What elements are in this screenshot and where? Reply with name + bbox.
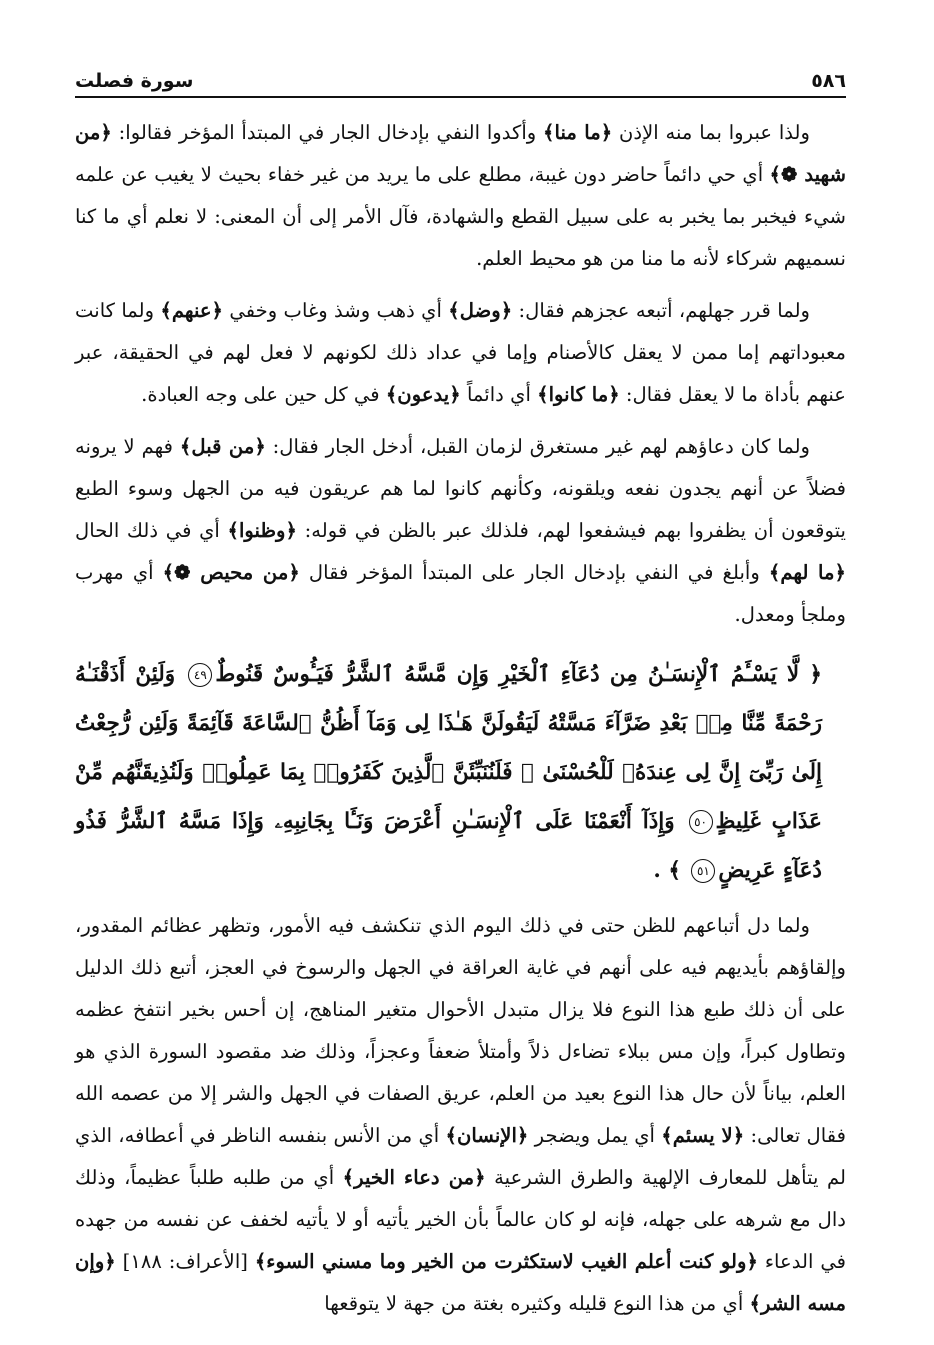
- page-number: ٥٨٦: [811, 70, 846, 92]
- text-run: ولما كانت معبوداتهم إما ممن لا يعقل كالأصنام وإما في عداد ذلك لكونهم لا فعل لهم في الحقيقة، عبر عنهم بأداة ما لا يعقل فقال:: [75, 299, 846, 406]
- quran-quote: ﴿من محيص ❁﴾: [162, 561, 300, 584]
- quran-quote: ﴿الإنسان﴾: [445, 1124, 529, 1147]
- text-run: وأكدوا النفي بإدخال الجار في المبتدأ المؤخر فقالوا:: [111, 121, 544, 144]
- text-run: [الأعراف: ١٨٨]: [115, 1250, 255, 1273]
- quran-quote: ﴿عنهم﴾: [160, 299, 224, 322]
- page-header: [75, 62, 846, 98]
- text-run: أي في ذلك الحال: [75, 519, 228, 542]
- open-bracket: ﴿: [809, 662, 822, 687]
- text-run: وأبلغ في النفي بإدخال الجار على المبتدأ المؤخر فقال: [299, 561, 769, 584]
- text-run: فهم لا يرونه فضلاً عن أنهم يجدون نفعه ويلقونه، وكأنهم كانوا لما هم عريقون فيه من الجهل وسوء الطبع يتوقعون أن يظفروا بهم فيشفعوا لهم، فلذلك عبر بالظن في قوله:: [75, 435, 846, 542]
- text-run: أي من هذا النوع قليله وكثيره بغتة من جهة لا يتوقعها: [324, 1292, 750, 1315]
- quran-quote: ﴿من قبل﴾: [179, 435, 266, 458]
- verse-49: لَّا يَسْـَٔمُ ٱلْإِنسَـٰنُ مِن دُعَآءِ ٱلْخَيْرِ وَإِن مَّسَّهُ ٱلشَّرُّ فَيَـُٔوسٌ قَنُوطٌ: [215, 662, 800, 687]
- paragraph-gap: [75, 280, 846, 290]
- ayah-number-marker: ٥١: [691, 859, 715, 883]
- text-run: أي يمل ويضجر: [528, 1124, 662, 1147]
- quran-quote: ﴿من دعاء الخير﴾: [342, 1166, 486, 1189]
- text-run: في كل حين على وجه العبادة.: [141, 383, 386, 406]
- quran-quote: ﴿وإن مسه الشر﴾: [75, 1250, 846, 1315]
- text-run: ولما قرر جهلهم، أتبعه عجزهم فقال:: [512, 299, 810, 322]
- book-page: [75, 62, 846, 1332]
- ayah-number-marker: ٤٩: [188, 663, 212, 687]
- paragraph-1: [75, 112, 846, 280]
- quran-verses-block: [75, 650, 846, 895]
- verse-50: وَلَئِنْ أَذَقْنَـٰهُ رَحْمَةً مِّنَّا مِنۢ بَعْدِ ضَرَّآءَ مَسَّتْهُ لَيَقُولَنَّ هَـٰذَا لِى وَمَآ أَظُنُّ ٱلسَّاعَةَ قَآئِمَةً وَلَئِن رُّجِعْتُ إِلَىٰ رَبِّىٓ إِنَّ لِى عِندَهُۥ لَلْحُسْنَىٰ ۚ فَلَنُنَبِّئَنَّ ٱلَّذِينَ كَفَرُوا۟ بِمَا عَمِلُوا۟ وَلَنُذِيقَنَّهُم مِّنْ عَذَابٍ غَلِيظٍ: [75, 662, 822, 834]
- text-run: ولما دل أتباعهم للظن حتى في ذلك اليوم الذي تنكشف فيه الأمور، وتظهر عظائم المقدور، وإلقاؤهم بأيديهم فيه على أنهم في غاية العراقة في الجهل والرسوخ في العجز، أتبع ذلك الدليل على أن ذلك طبع هذا النوع فلا يزال متبدل الأحوال متغير المناهج، إن أحس بخير انتفخ عظمه وتطاول كبراً، وإن مس ببلاء تضاءل ذلاً وأمتلأ ضعفاً وعجزاً، وذلك ضد مقصود السورة الذي هو العلم، بياناً لأن حال هذا النوع بعيد من العلم، عريق الصفات في الجهل والشر إلا من عصمه الله فقال تعالى:: [75, 914, 847, 1147]
- paragraph-4: [75, 905, 846, 1325]
- paragraph-3: [75, 426, 846, 636]
- text-run: أي حي دائماً حاضر دون غيبة، مطلع على ما يريد من غير خفاء بحيث لا يغيب عن علمه شيء فيخبر بما يخبر به على سبيل القطع والشهادة، فآل الأمر إلى أن المعنى: لا نعلم أي ما كنا نسميهم شركاء لأنه ما منا من هو محيط العلم.: [75, 163, 846, 270]
- quran-quote: ﴿وظنوا﴾: [227, 519, 297, 542]
- quran-quote: ﴿من شهيد ❁﴾: [75, 121, 846, 186]
- quran-quote: ﴿ولو كنت أعلم الغيب لاستكثرت من الخير وما مسني السوء﴾: [254, 1250, 758, 1273]
- page-content: [75, 112, 846, 1325]
- text-run: أي من طلبه طلباً عظيماً، وذلك دال مع شرهه على جهله، فإنه لو كان عالماً بأن الخير يأتيه أو لا يأتيه لخفف عن نفسه من جهده في الدعاء: [75, 1166, 847, 1273]
- text-run: ولذا عبروا بما منه الإذن: [612, 121, 810, 144]
- surah-title: سورة فصلت: [75, 70, 194, 92]
- text-run: أي من الأنس بنفسه الناظر في أعطافه، الذي لم يتأهل للمعارف الإلهية والطرق الشرعية: [75, 1124, 846, 1189]
- close-bracket: ﴾ .: [653, 858, 681, 883]
- ayah-number-marker: ٥٠: [689, 810, 713, 834]
- quran-quote: ﴿يدعون﴾: [385, 383, 461, 406]
- paragraph-2: [75, 290, 846, 416]
- quran-quote: ﴿ما كانوا﴾: [537, 383, 620, 406]
- quran-quote: ﴿ما منا﴾: [543, 121, 613, 144]
- quran-quote: ﴿لا يسئم﴾: [661, 1124, 745, 1147]
- quran-quote: ﴿وضل﴾: [448, 299, 513, 322]
- text-run: أي دائماً: [460, 383, 538, 406]
- text-run: ولما كان دعاؤهم لهم غير مستغرق لزمان القبل، أدخل الجار فقال:: [265, 435, 811, 458]
- text-run: أي مهرب وملجأ ومعدل.: [75, 561, 846, 626]
- verse-51: وَإِذَآ أَنْعَمْنَا عَلَى ٱلْإِنسَـٰنِ أَعْرَضَ وَنَـَٔا بِجَانِبِهِۦ وَإِذَا مَسَّهُ ٱلشَّرُّ فَذُو دُعَآءٍ عَرِيضٍ: [75, 809, 822, 883]
- quran-quote: ﴿ما لهم﴾: [768, 561, 847, 584]
- paragraph-gap: [75, 416, 846, 426]
- text-run: أي ذهب وشذ وغاب وخفي: [223, 299, 449, 322]
